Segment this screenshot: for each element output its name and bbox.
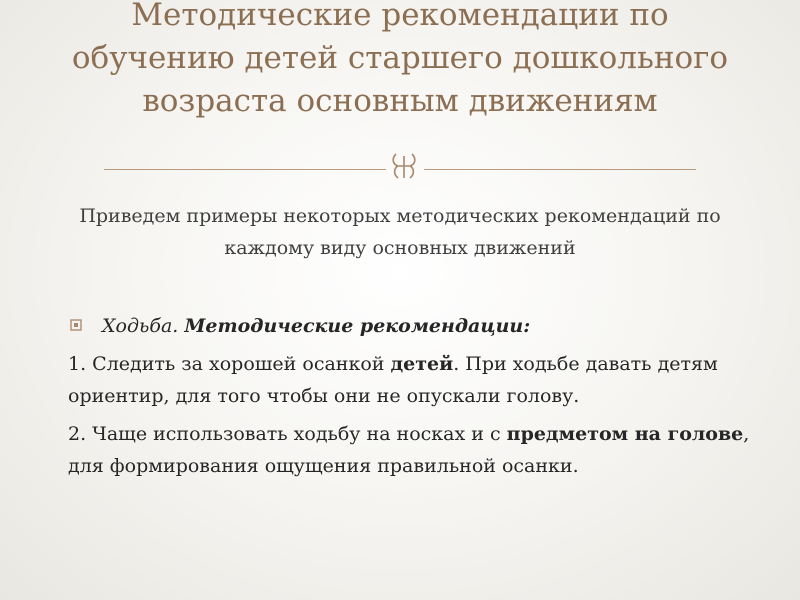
section-heading — [68, 310, 758, 342]
title-divider-right — [424, 169, 696, 170]
recommendation-item-2 — [68, 418, 758, 482]
vine-ornament-icon — [390, 150, 418, 184]
slide-title: Методические рекомендации по обучению детей старшего дошкольного возраста основным движениям — [71, 0, 729, 119]
square-bullet-icon — [68, 310, 84, 342]
item-2-text-b: , для формирования ощущения правильной осанки. — [68, 423, 750, 477]
item-2-text-a: 2. Чаще использовать ходьбу на носках и с — [68, 423, 507, 445]
slide-subtitle: Приведем примеры некоторых методических рекомендаций по каждому виду основных движений — [79, 205, 721, 259]
section-heading-rest: Методические рекомендации: — [184, 315, 531, 337]
title-divider-left — [104, 169, 386, 170]
slide-content — [68, 310, 758, 488]
section-lead: Ходьба. — [102, 315, 179, 337]
item-1-text-a: 1. Следить за хорошей осанкой — [68, 353, 391, 375]
item-1-text-b: . При ходьбе давать детям ориентир, для того чтобы они не опускали голову. — [68, 353, 718, 407]
item-1-bold: детей — [390, 353, 454, 375]
item-2-bold: предметом на голове — [506, 423, 744, 445]
recommendation-item-1 — [68, 348, 758, 412]
